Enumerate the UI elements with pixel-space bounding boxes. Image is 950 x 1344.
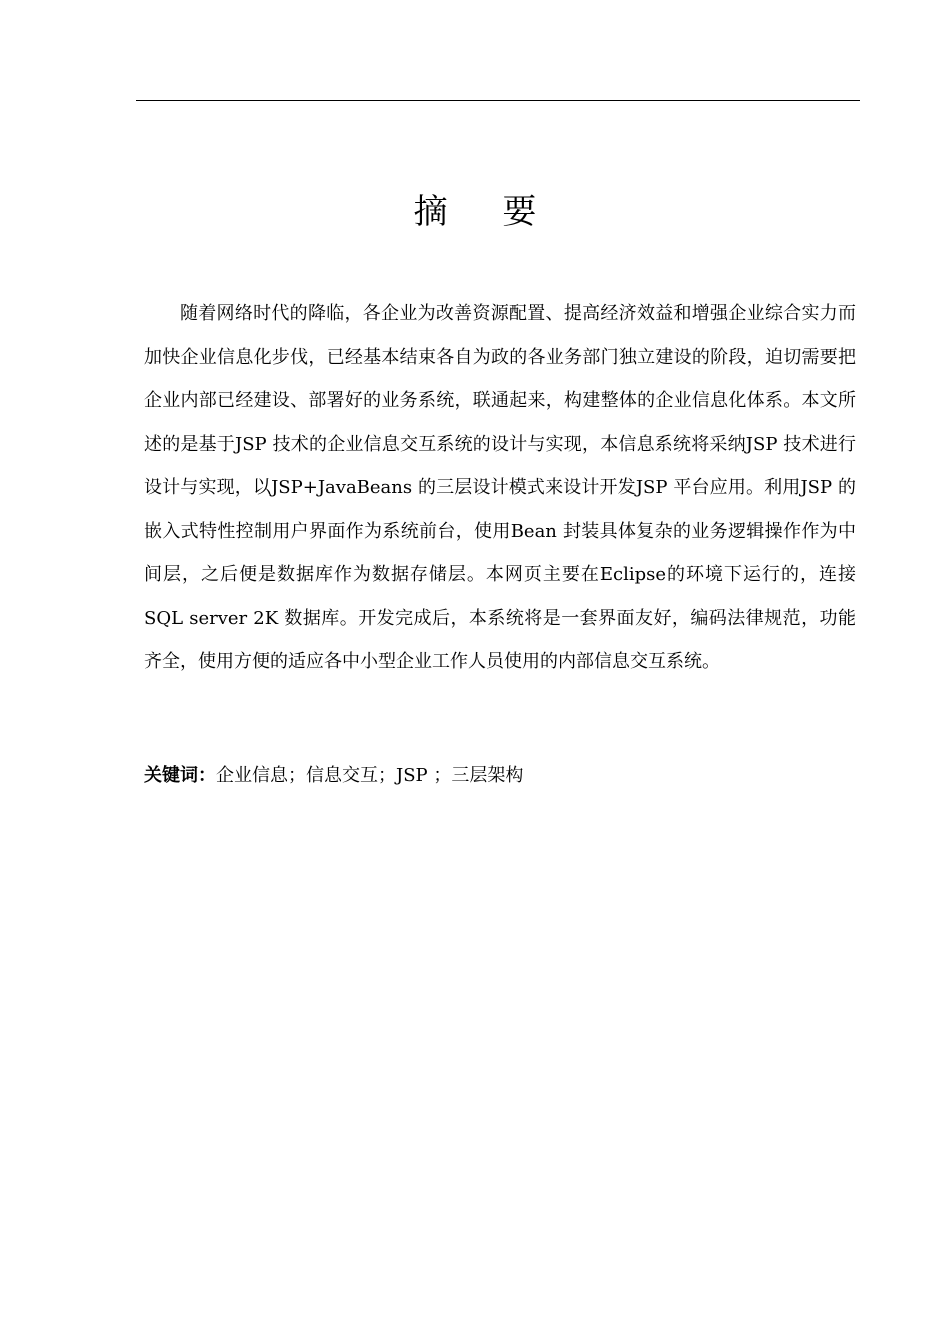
keywords-line [144, 760, 856, 792]
header-rule [136, 100, 860, 101]
abstract-body: 随着网络时代的降临，各企业为改善资源配置、提高经济效益和增强企业综合实力而加快企业信息化步伐，已经基本结束各自为政的各业务部门独立建设的阶段，迫切需要把企业内部已经建设、部署好的业务系统，联通起来，构建整体的企业信息化体系。本文所述的是基于JSP 技术的企业信息交互系统的设计与实现，本信息系统将采纳JSP 技术进行设计与实现，以JSP+JavaBeans 的三层设计模式来设计开发JSP 平台应用。利用JSP 的嵌入式特性控制用户界面作为系统前台，使用Bean 封装具体复杂的业务逻辑操作作为中间层，之后便是数据库作为数据存储层。本网页主要在Eclipse的环境下运行的，连接SQL server 2K 数据库。开发完成后，本系统将是一套界面友好，编码法律规范，功能齐全，使用方便的适应各中小型企业工作人员使用的内部信息交互系统。 [144, 303, 856, 672]
abstract-title: 摘 要 [413, 192, 559, 232]
keywords-value: 企业信息；信息交互；JSP ；三层架构 [216, 765, 524, 786]
keywords-label: 关键词： [144, 765, 216, 786]
